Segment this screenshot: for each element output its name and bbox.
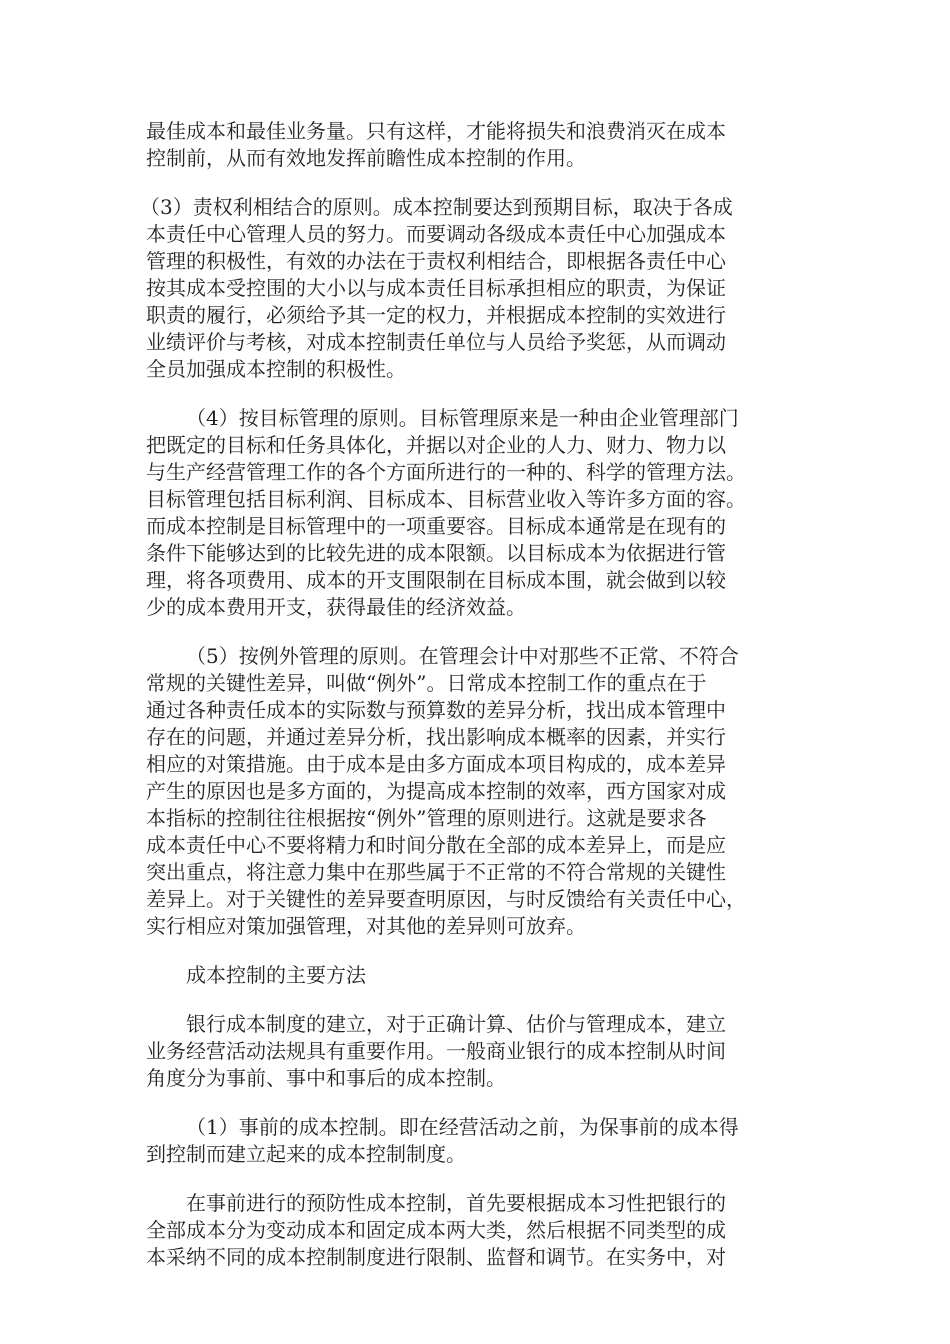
text-line: 相应的对策措施。由于成本是由多方面成本项目构成的，成本差异 — [146, 752, 726, 776]
section-heading: 成本控制的主要方法 — [186, 963, 366, 987]
text-line: 差异上。对于关键性的差异要查明原因，与时反馈给有关责任中心， — [146, 887, 746, 911]
text-line: 到控制而建立起来的成本控制制度。 — [146, 1142, 466, 1166]
text-line: 把既定的目标和任务具体化，并据以对企业的人力、财力、物力以 — [146, 433, 726, 457]
text-line: 本采纳不同的成本控制制度进行限制、监督和调节。在实务中，对 — [146, 1245, 726, 1269]
text-line: 按其成本受控围的大小以与成本责任目标承担相应的职责，为保证 — [146, 276, 726, 300]
paragraph-principle-3 — [140, 194, 806, 383]
text-line: 管理的积极性，有效的办法在于责权利相结合，即根据各责任中心 — [146, 249, 726, 273]
text-line: 少的成本费用开支，获得最佳的经济效益。 — [146, 595, 526, 619]
text-line: 角度分为事前、事中和事后的成本控制。 — [146, 1066, 506, 1090]
paragraph-gap — [146, 940, 806, 962]
paragraph-gap — [146, 172, 806, 194]
text-line: 业务经营活动法规具有重要作用。一般商业银行的成本控制从时间 — [146, 1039, 726, 1063]
paragraph-pre-control — [146, 1114, 806, 1168]
paragraph-continuation — [146, 118, 806, 172]
text-line: （5）按例外管理的原则。在管理会计中对那些不正常、不符合 — [186, 644, 739, 668]
paragraph-gap — [146, 1092, 806, 1114]
text-line: 成本责任中心不要将精力和时间分散在全部的成本差异上，而是应 — [146, 833, 726, 857]
text-line: 条件下能够达到的比较先进的成本限额。以目标成本为依据进行管 — [146, 541, 726, 565]
text-line: 产生的原因也是多方面的，为提高成本控制的效率，西方国家对成 — [146, 779, 726, 803]
paragraph-preventive-control — [146, 1190, 806, 1271]
paragraph-gap — [146, 1168, 806, 1190]
text-line: （4）按目标管理的原则。目标管理原来是一种由企业管理部门 — [186, 406, 739, 430]
paragraph-principle-5 — [146, 643, 806, 940]
paragraph-methods-intro — [146, 1011, 806, 1092]
text-line: 存在的问题，并通过差异分析，找出影响成本概率的因素，并实行 — [146, 725, 726, 749]
text-line: 银行成本制度的建立，对于正确计算、估价与管理成本，建立 — [186, 1012, 726, 1036]
text-line: （3）责权利相结合的原则。成本控制要达到预期目标，取决于各成 — [140, 195, 733, 219]
text-line: 实行相应对策加强管理，对其他的差异则可放弃。 — [146, 914, 586, 938]
text-line: 最佳成本和最佳业务量。只有这样，才能将损失和浪费消灭在成本 — [146, 119, 726, 143]
text-line: 业绩评价与考核，对成本控制责任单位与人员给予奖惩，从而调动 — [146, 330, 726, 354]
text-line: 全员加强成本控制的积极性。 — [146, 357, 406, 381]
text-line: 全部成本分为变动成本和固定成本两大类，然后根据不同类型的成 — [146, 1218, 726, 1242]
text-line: 而成本控制是目标管理中的一项重要容。目标成本通常是在现有的 — [146, 514, 726, 538]
text-line: 目标管理包括目标利润、目标成本、目标营业收入等许多方面的容。 — [146, 487, 746, 511]
text-line: 本指标的控制往往根据按“例外”管理的原则进行。这就是要求各 — [146, 806, 707, 830]
text-line: 在事前进行的预防性成本控制，首先要根据成本习性把银行的 — [186, 1191, 726, 1215]
text-line: 职责的履行，必须给予其一定的权力，并根据成本控制的实效进行 — [146, 303, 726, 327]
text-line: 突出重点，将注意力集中在那些属于不正常的不符合常规的关键性 — [146, 860, 726, 884]
paragraph-gap — [146, 383, 806, 405]
text-line: 本责任中心管理人员的努力。而要调动各级成本责任中心加强成本 — [146, 222, 726, 246]
paragraph-gap — [146, 989, 806, 1011]
text-line: 通过各种责任成本的实际数与预算数的差异分析，找出成本管理中 — [146, 698, 726, 722]
text-line: 控制前，从而有效地发挥前瞻性成本控制的作用。 — [146, 146, 586, 170]
text-line: 常规的关键性差异，叫做“例外”。日常成本控制工作的重点在于 — [146, 671, 707, 695]
text-line: 理，将各项费用、成本的开支围限制在目标成本围，就会做到以较 — [146, 568, 726, 592]
text-line: 与生产经营管理工作的各个方面所进行的一种的、科学的管理方法。 — [146, 460, 746, 484]
paragraph-principle-4 — [146, 405, 806, 621]
paragraph-gap — [146, 621, 806, 643]
text-line: （1）事前的成本控制。即在经营活动之前，为保事前的成本得 — [186, 1115, 739, 1139]
document-page — [140, 118, 806, 1271]
